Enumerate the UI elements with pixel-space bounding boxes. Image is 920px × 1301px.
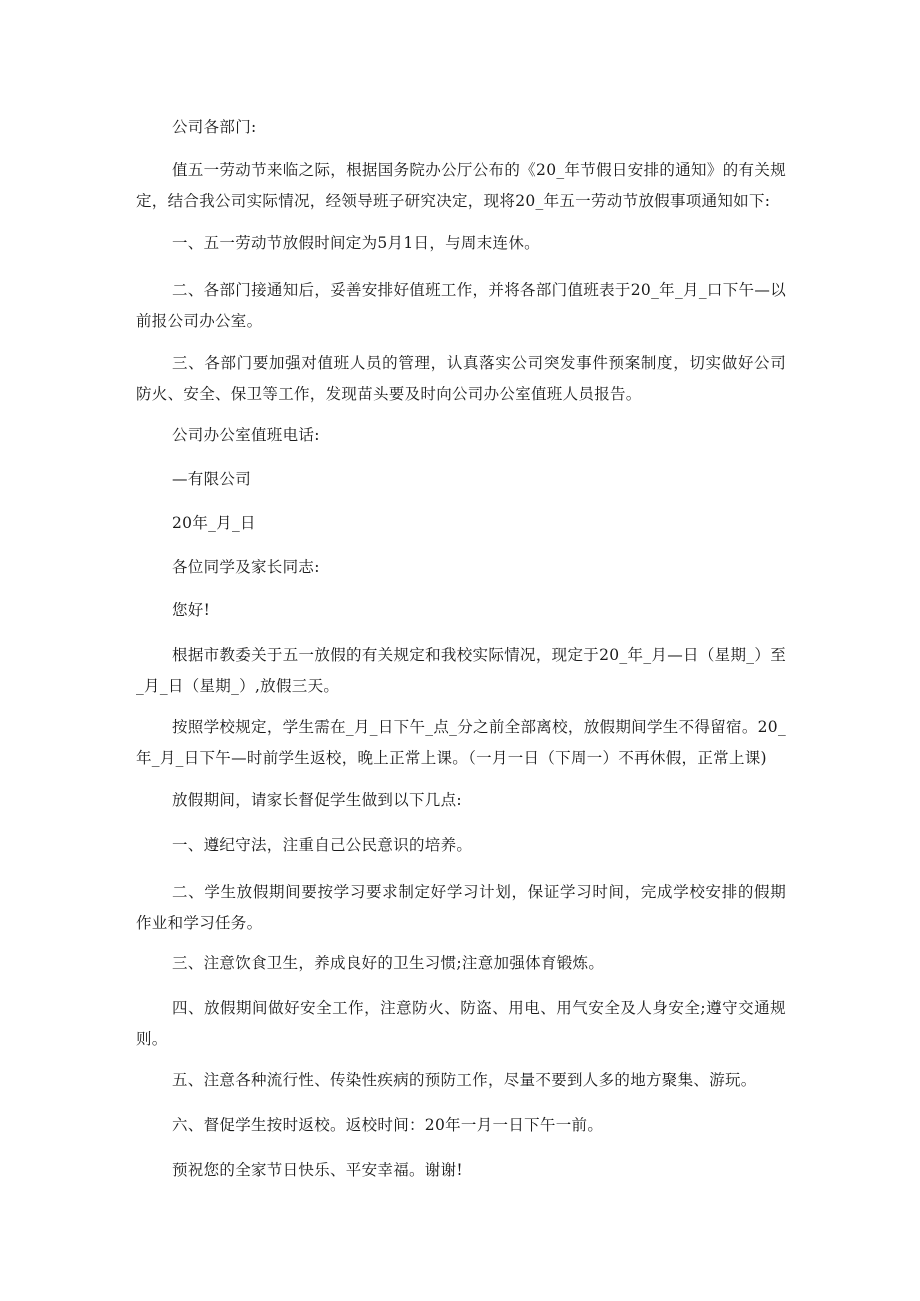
reminder-item-2: 二、学生放假期间要按学习要求制定好学习计划，保证学习时间，完成学校安排的假期作业和学习任务。 [136, 883, 786, 932]
company-signature: —有限公司 [172, 470, 252, 488]
reminder-item-3: 三、注意饮食卫生，养成良好的卫生习惯;注意加强体育锻炼。 [172, 954, 605, 972]
parent-reminder-intro: 放假期间，请家长督促学生做到以下几点: [172, 791, 462, 809]
salutation-departments: 公司各部门: [172, 118, 257, 136]
duty-schedule-item: 二、各部门接通知后，妥善安排好值班工作，并将各部门值班表于20_年_月_口下午—以前报公司办公室。 [136, 281, 786, 330]
office-phone-line: 公司办公室值班电话: [172, 426, 320, 444]
duty-management-item: 三、各部门要加强对值班人员的管理，认真落实公司突发事件预案制度，切实做好公司防火、安全、保卫等工作，发现苗头要及时向公司办公室值班人员报告。 [136, 354, 786, 403]
holiday-time-item: 一、五一劳动节放假时间定为5月1日，与周末连休。 [172, 234, 540, 252]
leave-return-rules-paragraph: 按照学校规定，学生需在_月_日下午_点_分之前全部离校，放假期间学生不得留宿。20_年_月_日下午—时前学生返校，晚上正常上课。（一月一日（下周一）不再休假，正常上课) [136, 718, 786, 767]
salutation-students-parents: 各位同学及家长同志: [172, 558, 320, 576]
greeting: 您好! [172, 601, 211, 619]
reminder-item-6: 六、督促学生按时返校。返校时间：20年一月一日下午一前。 [172, 1116, 604, 1134]
notice-date: 20年_月_日 [172, 514, 256, 532]
reminder-item-4: 四、放假期间做好安全工作，注意防火、防盗、用电、用气安全及人身安全;遵守交通规则。 [136, 999, 786, 1048]
notice-intro-paragraph: 值五一劳动节来临之际，根据国务院办公厅公布的《20_年节假日安排的通知》的有关规定，结合我公司实际情况，经领导班子研究决定，现将20_年五一劳动节放假事项通知如下: [136, 161, 786, 210]
reminder-item-5: 五、注意各种流行性、传染性疾病的预防工作，尽量不要到人多的地方聚集、游玩。 [172, 1071, 757, 1089]
closing-wishes: 预祝您的全家节日快乐、平安幸福。谢谢! [172, 1161, 463, 1179]
school-holiday-dates-paragraph: 根据市教委关于五一放假的有关规定和我校实际情况，现定于20_年_月—日（星期_）至_月_日（星期_）,放假三天。 [136, 646, 786, 695]
reminder-item-1: 一、遵纪守法，注重自己公民意识的培养。 [172, 836, 473, 854]
